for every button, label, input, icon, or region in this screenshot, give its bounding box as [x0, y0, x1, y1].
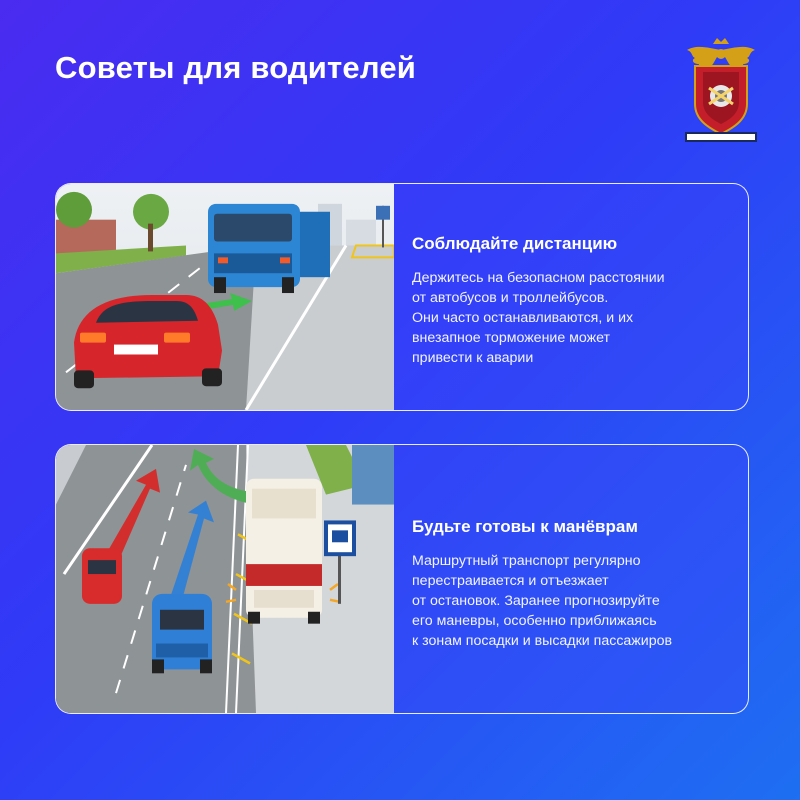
- car-following-bus-illustration: [56, 184, 394, 410]
- bus-stop-maneuver-illustration: [56, 445, 394, 713]
- card-title: Будьте готовы к манёврам: [412, 517, 638, 536]
- card-body: Маршрутный транспорт регулярно перестраивается и отъезжает от остановок. Заранее прогнозируйте его маневры, особенно приближаясь к зонам посадки и высадки пассажиров: [412, 553, 673, 649]
- page-title: Советы для водителей: [55, 50, 417, 85]
- card-be-ready-maneuvers: [55, 444, 749, 714]
- police-emblem-icon: [683, 36, 759, 146]
- card-body: Держитесь на безопасном расстоянии от автобусов и троллейбусов. Они часто останавливаются, и их внезапное торможение может привести к аварии: [412, 270, 665, 366]
- card-keep-distance: [55, 183, 749, 411]
- card-title: Соблюдайте дистанцию: [412, 234, 618, 253]
